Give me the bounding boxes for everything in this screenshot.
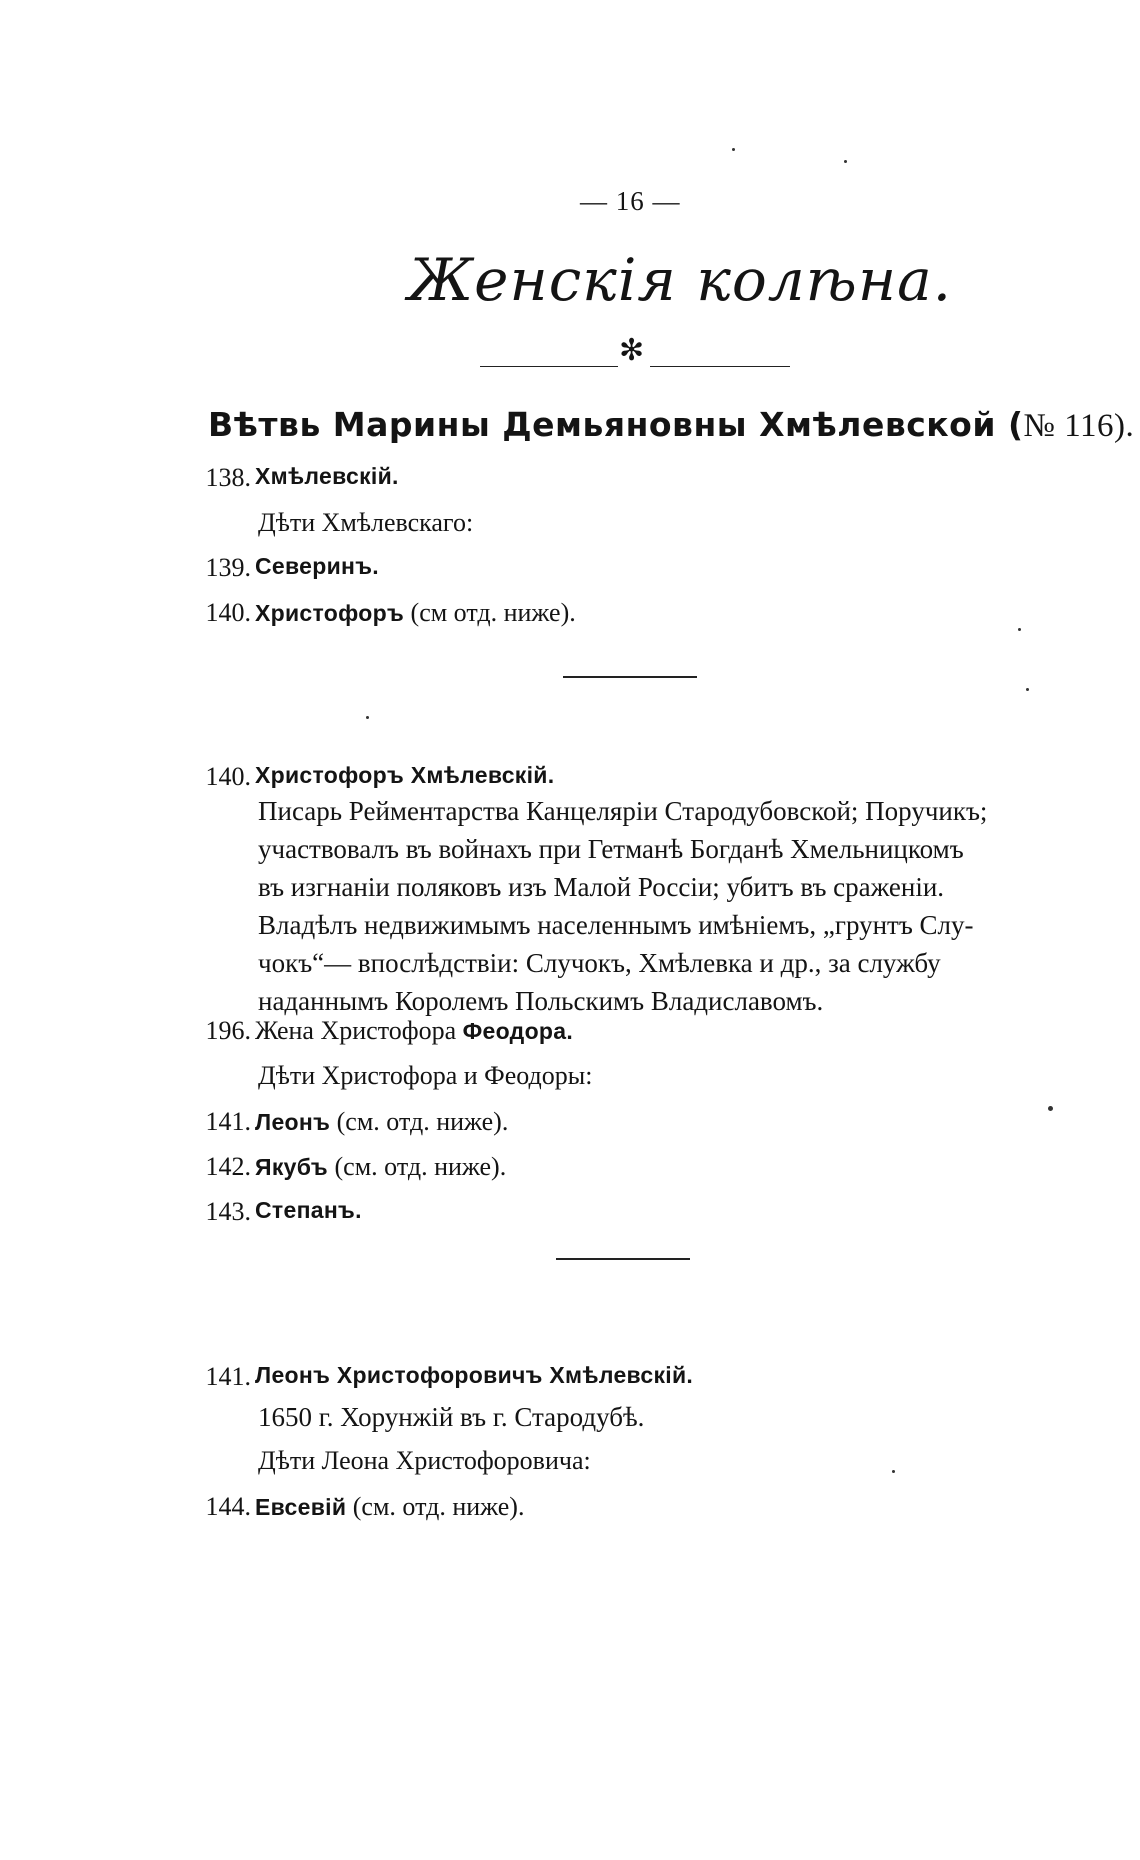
branch-heading-ref: № 116 xyxy=(1023,408,1115,444)
entry-line xyxy=(255,1152,506,1182)
branch-heading xyxy=(208,405,1134,445)
bio-line: наданнымъ Королемъ Польскимъ Владиславомъ. xyxy=(258,986,824,1016)
children-label: Дѣти Христофора и Феодоры: xyxy=(258,1061,593,1090)
section-separator xyxy=(556,1258,690,1260)
entry-number: 141. xyxy=(205,1362,251,1391)
ornament-line-right xyxy=(650,366,790,367)
entry-number: 141. xyxy=(205,1107,251,1136)
entry-line xyxy=(255,598,576,628)
entry-number: 144. xyxy=(205,1492,251,1521)
scan-speck xyxy=(732,148,735,151)
entry-name: Якубъ xyxy=(255,1154,329,1180)
bio-line: чокъ“— впослѣдствіи: Случокъ, Хмѣлевка и др., за службу xyxy=(258,948,941,978)
entry-note: (см отд. ниже). xyxy=(410,598,576,627)
ornament-line-left xyxy=(480,366,618,367)
entry-name: Феодора. xyxy=(462,1018,574,1044)
entry-name: Евсевій xyxy=(255,1494,347,1520)
page-number: — 16 — xyxy=(580,186,681,216)
bio-line: участвовалъ въ войнахъ при Гетманѣ Богданѣ Хмельницкомъ xyxy=(258,834,964,864)
branch-heading-close: ). xyxy=(1114,408,1135,444)
entry-name: Леонъ xyxy=(255,1109,331,1135)
scan-speck xyxy=(844,160,847,163)
scan-speck xyxy=(1018,628,1021,631)
bio-line: Владѣлъ недвижимымъ населеннымъ имѣніемъ, „грунтъ Слу- xyxy=(258,910,974,940)
entry-line xyxy=(255,1016,573,1046)
biography-line: 1650 г. Хорунжій въ г. Стародубѣ. xyxy=(258,1402,645,1432)
scan-speck xyxy=(366,716,369,719)
entry-number: 143. xyxy=(205,1197,251,1226)
scan-speck xyxy=(1048,1106,1053,1111)
entry-prefix: Жена Христофора xyxy=(255,1016,457,1045)
entry-number: 139. xyxy=(205,553,251,582)
entry-name: Хмѣлевскій. xyxy=(255,463,399,489)
entry-name: Леонъ Христофоровичъ Хмѣлевскій. xyxy=(255,1362,694,1388)
section-title: Женскія колѣна. xyxy=(408,246,953,314)
entry-number: 196. xyxy=(205,1016,251,1045)
branch-heading-text: Вѣтвь Марины Демьяновны Хмѣлевской ( xyxy=(208,405,1024,444)
scan-speck xyxy=(892,1470,895,1473)
children-label: Дѣти Хмѣлевскаго: xyxy=(258,508,474,537)
biography-paragraph xyxy=(258,792,1064,1020)
entry-number: 140. xyxy=(205,762,251,791)
entry-note: (см. отд. ниже). xyxy=(334,1152,507,1181)
entry-name: Христофоръ Хмѣлевскій. xyxy=(255,762,555,788)
entry-line xyxy=(255,1107,508,1137)
ornament-star-icon: ✻ xyxy=(619,334,645,367)
entry-number: 140. xyxy=(205,598,251,627)
section-separator xyxy=(563,676,697,678)
entry-number: 138. xyxy=(205,463,251,492)
entry-name: Христофоръ xyxy=(255,600,405,626)
bio-line: въ изгнаніи поляковъ изъ Малой Россіи; убитъ въ сраженіи. xyxy=(258,872,945,902)
entry-number: 142. xyxy=(205,1152,251,1181)
bio-line: Писарь Рейментарства Канцеляріи Стародубовской; Поручикъ; xyxy=(258,796,988,826)
entry-name: Северинъ. xyxy=(255,553,379,579)
entry-name: Степанъ. xyxy=(255,1197,362,1223)
scan-speck xyxy=(1026,688,1029,691)
entry-line xyxy=(255,1492,524,1522)
children-label: Дѣти Леона Христофоровича: xyxy=(258,1446,591,1475)
entry-note: (см. отд. ниже). xyxy=(352,1492,525,1521)
entry-note: (см. отд. ниже). xyxy=(336,1107,509,1136)
